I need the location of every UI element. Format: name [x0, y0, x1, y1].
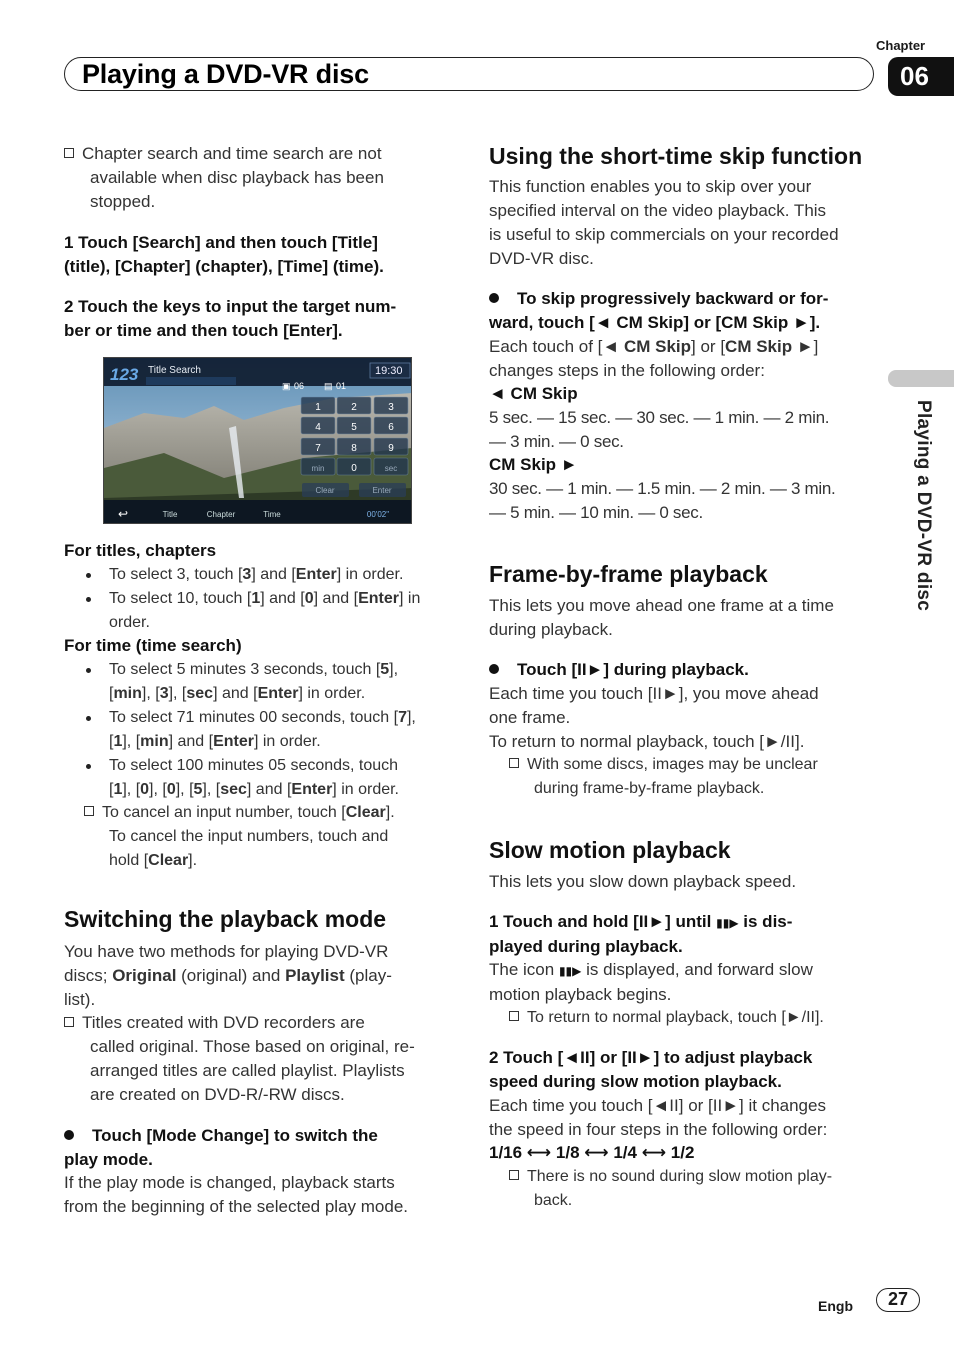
page-number: 27 — [876, 1288, 920, 1312]
slow-icon-text: The icon ▮▮▶ is displayed, and forward slow motion playback begins. — [489, 960, 813, 1004]
list-item: To select 3, touch [3] and [Enter] in order. — [86, 563, 456, 587]
tab-chapter: Chapter — [206, 510, 236, 519]
forward-skip-steps: 30 sec. — 1 min. — 1.5 min. — 2 min. — 3 min. — 5 min. — 10 min. — 0 sec. — [489, 479, 836, 522]
keypad-key-label: min — [311, 464, 325, 473]
bullet-dot — [489, 293, 499, 303]
skip-text: This function enables you to skip over your specified interval on the video playback. This is useful to skip commercials on your recorded DVD-VR disc. — [489, 177, 839, 268]
keypad-key-label: 8 — [351, 443, 357, 454]
switch-text: You have two methods for playing DVD-VR discs; Original (original) and Playlist (play- list). — [64, 942, 392, 1009]
step-1: 1 Touch [Search] and then touch [Title] (title), [Chapter] (chapter), [Time] (time). — [64, 233, 384, 276]
side-tab-label: Playing a DVD-VR disc — [913, 400, 934, 612]
list-item: To select 10, touch [1] and [0] and [Enter] in — [86, 587, 456, 611]
note-box-icon — [509, 1170, 519, 1180]
bullet-dot — [64, 1130, 74, 1140]
clear-key: Clear — [315, 486, 335, 495]
slow-each: Each time you touch [◄II] or [II►] it changes the speed in four steps in the following order: — [489, 1096, 828, 1139]
step-2: 2 Touch the keys to input the target num- ber or time and then touch [Enter]. — [64, 297, 397, 340]
screen-title: Title Search — [148, 365, 201, 376]
keypad-key-label: sec — [384, 464, 398, 473]
mode-change-text: If the play mode is changed, playback starts from the beginning of the selected play mode. — [64, 1173, 408, 1216]
switch-note: Titles created with DVD recorders are called original. Those based on original, re- arranged titles are called playlist. Playlists are created on DVD-R/-RW discs. — [64, 1011, 415, 1107]
slow-note-1: To return to normal playback, touch [►/II]. — [509, 1006, 824, 1030]
slow-step-1: 1 Touch and hold [II►] until ▮▮▶ is dis- played during playback. — [489, 912, 793, 956]
mode-change-step: Touch [Mode Change] to switch the play mode. — [64, 1126, 378, 1169]
keypad-key-label: 2 — [351, 402, 357, 413]
list-item: To select 100 minutes 05 seconds, touch — [86, 754, 456, 778]
heading-slow-motion: Slow motion playback — [489, 837, 731, 863]
frame-text: This lets you move ahead one frame at a time during playback. — [489, 596, 834, 639]
forward-skip-label: CM Skip ► — [489, 455, 578, 474]
frame-step: Touch [II►] during playback. — [489, 658, 749, 682]
keypad-key-label: 6 — [388, 422, 394, 433]
back-skip-label: ◄ CM Skip — [489, 384, 578, 403]
frame-note: With some discs, images may be unclear during frame-by-frame playback. — [509, 753, 818, 801]
titles-bullets: To select 3, touch [3] and [Enter] in order. To select 10, touch [1] and [0] and [Enter] in order. — [86, 563, 456, 635]
heading-frame-by-frame: Frame-by-frame playback — [489, 561, 768, 587]
slow-text: This lets you slow down playback speed. — [489, 872, 797, 891]
screen-title-number: 06 — [294, 381, 305, 391]
note-search-unavailable: Chapter search and time search are not available when disc playback has been stopped. — [64, 142, 384, 214]
slow-note-2: There is no sound during slow motion play- back. — [509, 1165, 832, 1213]
frame-each: Each time you touch [II►], you move ahead one frame. To return to normal playback, touch [►/II]. — [489, 684, 819, 751]
note-box-icon — [64, 1017, 74, 1027]
slow-motion-icon: ▮▮▶ — [716, 916, 739, 930]
language-code: Engb — [818, 1298, 853, 1314]
time-heading: For time (time search) — [64, 636, 242, 655]
page-title: Playing a DVD-VR disc — [82, 59, 369, 89]
note-box-icon — [84, 806, 94, 816]
keypad-key-label: 3 — [388, 402, 394, 413]
cancel-note: To cancel an input number, touch [Clear]. To cancel the input numbers, touch and hold [Clear]. — [84, 801, 464, 873]
note-box-icon — [64, 148, 74, 158]
search-123-icon: 123 — [110, 365, 139, 384]
titles-heading: For titles, chapters — [64, 541, 217, 560]
list-item: To select 71 minutes 00 seconds, touch [7], — [86, 706, 456, 730]
screen-time: 00'02" — [366, 510, 390, 519]
tab-title: Title — [162, 510, 178, 519]
screen-chapter-number: 01 — [336, 381, 347, 391]
back-arrow-icon: ↩ — [118, 507, 129, 521]
keypad-key-label: 4 — [315, 422, 321, 433]
title-search-screenshot — [103, 357, 412, 524]
svg-text:▤: ▤ — [324, 381, 333, 391]
keypad-key-label: 1 — [315, 402, 321, 413]
keypad-key-label: 7 — [315, 443, 321, 454]
skip-step: To skip progressively backward or for- ward, touch [◄ CM Skip] or [CM Skip ►]. — [489, 289, 829, 332]
chapter-label: Chapter — [876, 38, 926, 53]
heading-switch-mode: Switching the playback mode — [64, 906, 387, 932]
list-item: To select 5 minutes 3 seconds, touch [5], — [86, 658, 456, 682]
heading-short-skip: Using the short-time skip function — [489, 143, 863, 169]
slow-step-2: 2 Touch [◄II] or [II►] to adjust playback speed during slow motion playback. — [489, 1048, 813, 1091]
chapter-number: 06 — [888, 57, 954, 96]
enter-key: Enter — [372, 486, 392, 495]
svg-text:▣: ▣ — [282, 381, 291, 391]
time-bullets: To select 5 minutes 3 seconds, touch [5], [min], [3], [sec] and [Enter] in order. To select 71 minutes 00 seconds, touch [7], [1], [min] and [Enter] in order. To select 100 minutes 05 seconds, touch [1], [0], [0], [5], [sec] and [Enter] in order. — [86, 658, 456, 802]
keypad-key-label: 9 — [388, 443, 394, 454]
keypad-key-label: 5 — [351, 422, 357, 433]
bullet-dot — [489, 664, 499, 674]
note-box-icon — [509, 1011, 519, 1021]
slow-motion-icon: ▮▮▶ — [558, 964, 582, 978]
tab-time: Time — [263, 510, 281, 519]
back-skip-steps: 5 sec. — 15 sec. — 30 sec. — 1 min. — 2 min. — 3 min. — 0 sec. — [489, 408, 830, 451]
slow-speeds: 1/16 ⟷ 1/8 ⟷ 1/4 ⟷ 1/2 — [489, 1143, 695, 1162]
keypad-key-label: 0 — [351, 463, 357, 474]
skip-each: Each touch of [◄ CM Skip] or [CM Skip ►] changes steps in the following order: — [489, 337, 819, 380]
side-tab-marker — [888, 370, 954, 387]
note-box-icon — [509, 758, 519, 768]
screen-clock: 19:30 — [375, 365, 403, 377]
